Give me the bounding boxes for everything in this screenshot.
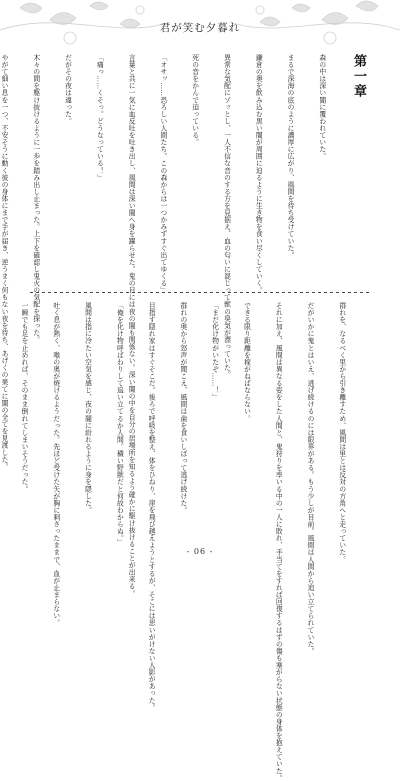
paragraph: 一瞬でも足を止めれば、そのまま倒れてしまいそうだった。 bbox=[20, 302, 28, 493]
paragraph: 風間は指に冷たい空気を感じ、夜の闇に紛れるように身を隠した。 bbox=[83, 302, 92, 514]
paragraph: 「痛っ……くそっ。どうなっている！」 bbox=[95, 54, 104, 181]
page-title: 君が笑む夕暮れ bbox=[159, 22, 241, 34]
paragraph: 「まだ化け物がいたぞ……！」 bbox=[210, 302, 219, 401]
paragraph: 「俺を化け物呼ばわりして追い立てるか人間。穢い野獣だと何故わからぬ。」 bbox=[115, 302, 124, 546]
paragraph: できる限り距離を稼がねばならない。 bbox=[242, 302, 251, 422]
paragraph: 木々の間を駆け抜けるように一歩を踏み出し止まった。上下を確認し鬼火の気配を探った。 bbox=[31, 54, 40, 344]
paragraph: だがその夜は違った。 bbox=[63, 54, 72, 125]
paragraph: 死の音をかんで迫っている。 bbox=[190, 54, 199, 146]
paragraph: それに加え、風間は異なる姿をした人間と、鬼狩りを率いる中の一人に敗れ、手当てをすれば回復するはずの傷も塞がらない状態の身体を抱えていた。 bbox=[274, 302, 283, 781]
paragraph: 吐く息が熱く、喉の奥が焼けるようだった。先ほど受けた矢が胸に刺さったままで、血が止まらない。 bbox=[51, 302, 60, 627]
chapter-heading: 第一章 bbox=[351, 54, 366, 99]
paragraph: 群れの奥から怒声が聞こえ、風間は歯を食いしばって逃げ続けた。 bbox=[178, 302, 187, 514]
paragraph: まるで深海の底のように濃厚に広がり、風間を待ち受けていた。 bbox=[286, 54, 295, 259]
paragraph: 言葉と共に一気に血反吐を吐き出し、風間は深い闇へ身を躍らせた。鬼の目には夜の闇も関係ない。深い闇の中を自分の居場所を知るよう確かに駆け抜けることが出来る。 bbox=[127, 54, 136, 597]
paragraph: 群れを、なるべく里から引き離すため、風間は里とは反対の方角へと走っていた。 bbox=[337, 302, 346, 563]
paragraph: 森の中は深い闇に覆われていた。 bbox=[317, 54, 326, 160]
paragraph: 「オサッ……恐ろしい人間たち。この森からは一つかみずすぐ出てゆくる」 bbox=[158, 54, 167, 294]
page-number: - 06 - bbox=[186, 547, 214, 556]
paragraph: 鎌倉の奥を飲み込む黒い闇が周囲に迫るように生き物を食い尽くしていく。 bbox=[254, 54, 263, 294]
paragraph: だがいかに鬼とはいえ、逃げ続けるのには限界がある。もう少しが目前。風間は人間から追い立てられていた。 bbox=[306, 302, 315, 655]
paragraph: やがて細い息を一つ、不安そうに動く彼の身体にまで手が届き、逆うまく何もない夜を待ち、あげくの果てに闇の全てを見渡した。 bbox=[0, 54, 8, 470]
paragraph: 目指す隠れ家はすぐそこだ。後ろで呼吸を整え、体をひねり、崖を飛び越えようとするが、そこには思いがけない人影があった。 bbox=[147, 302, 156, 711]
paragraph: 異常な気配にゾッとし、一人不信な音のする方を見据え、血の匂いに混じって獣の臭気が漂っていた。 bbox=[222, 54, 231, 379]
